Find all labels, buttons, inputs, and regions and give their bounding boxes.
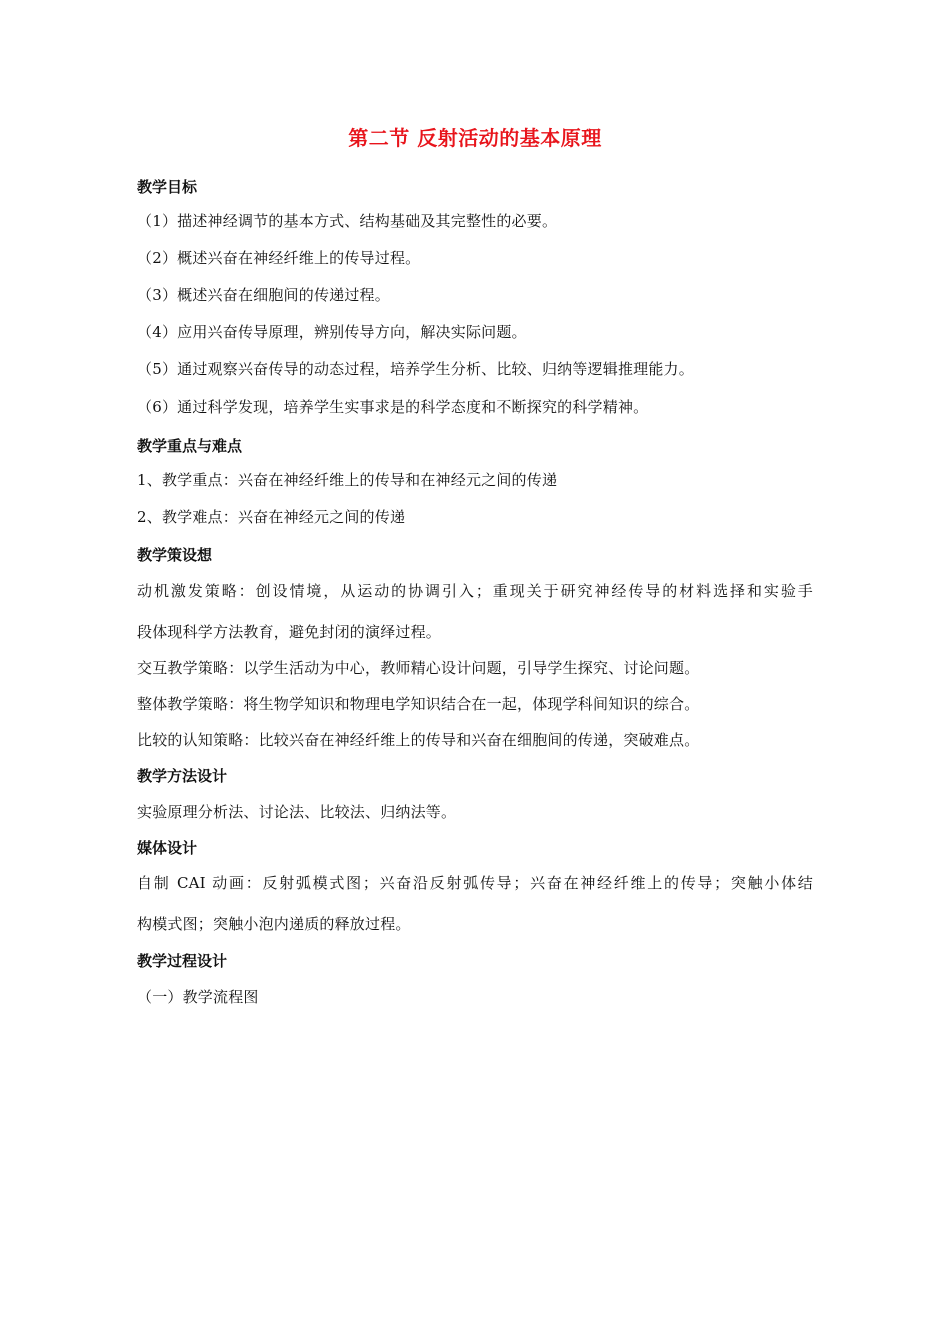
section-heading-process: 教学过程设计 [137, 952, 228, 970]
section-heading-methods: 教学方法设计 [137, 767, 228, 785]
objective-item: （3）概述兴奋在细胞间的传递过程。 [137, 286, 390, 304]
media-line: 构模式图；突触小泡内递质的释放过程。 [137, 915, 411, 933]
methods-text: 实验原理分析法、讨论法、比较法、归纳法等。 [137, 803, 457, 821]
strategy-line: 段体现科学方法教育，避免封闭的演绎过程。 [137, 623, 442, 641]
objective-item: （1）描述神经调节的基本方式、结构基础及其完整性的必要。 [137, 212, 558, 230]
strategy-line: 整体教学策略：将生物学知识和物理电学知识结合在一起，体现学科间知识的综合。 [137, 695, 700, 713]
objective-item: （2）概述兴奋在神经纤维上的传导过程。 [137, 249, 421, 267]
key-point-item: 1、教学重点：兴奋在神经纤维上的传导和在神经元之间的传递 [137, 471, 558, 489]
section-heading-strategy: 教学策设想 [137, 546, 213, 564]
objective-item: （5）通过观察兴奋传导的动态过程，培养学生分析、比较、归纳等逻辑推理能力。 [137, 360, 694, 378]
key-point-item: 2、教学难点：兴奋在神经元之间的传递 [137, 508, 406, 526]
section-heading-media: 媒体设计 [137, 839, 198, 857]
section-heading-objectives: 教学目标 [137, 178, 198, 196]
section-heading-key-points: 教学重点与难点 [137, 437, 243, 455]
strategy-line: 比较的认知策略：比较兴奋在神经纤维上的传导和兴奋在细胞间的传递，突破难点。 [137, 731, 700, 749]
process-subheading: （一）教学流程图 [137, 988, 259, 1006]
objective-item: （4）应用兴奋传导原理，辨别传导方向，解决实际问题。 [137, 323, 527, 341]
objective-item: （6）通过科学发现，培养学生实事求是的科学态度和不断探究的科学精神。 [137, 398, 649, 416]
strategy-line: 交互教学策略：以学生活动为中心，教师精心设计问题，引导学生探究、讨论问题。 [137, 659, 700, 677]
strategy-line: 动机激发策略：创设情境，从运动的协调引入；重现关于研究神经传导的材料选择和实验手 [137, 582, 813, 600]
page-title: 第二节 反射活动的基本原理 [348, 126, 602, 150]
media-line: 自制 CAI 动画：反射弧模式图；兴奋沿反射弧传导；兴奋在神经纤维上的传导；突触小体结 [137, 874, 813, 892]
